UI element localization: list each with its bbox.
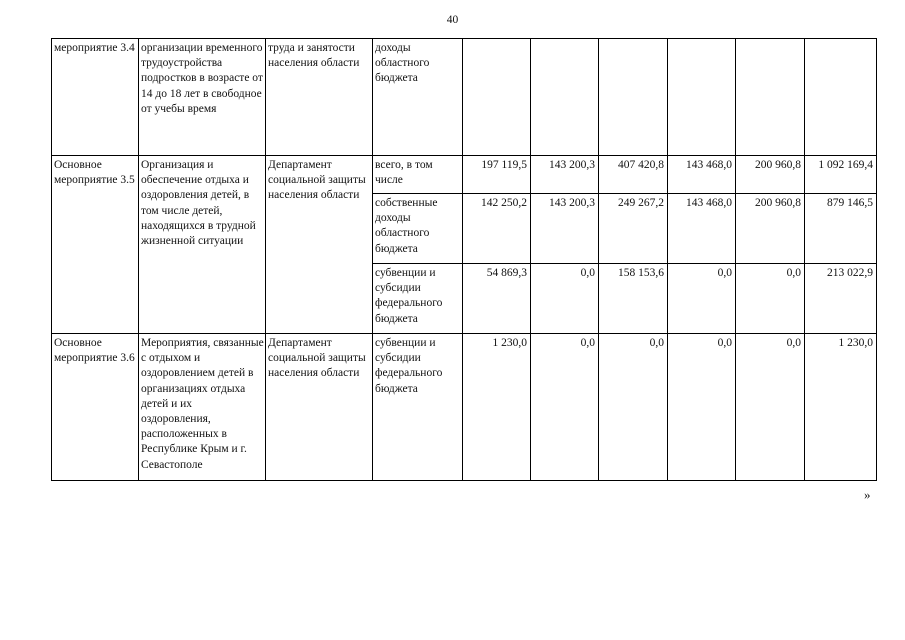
value-cell <box>736 39 805 156</box>
value-cell: 879 146,5 <box>805 194 877 264</box>
executor-cell: Департамент социальной защиты населения области <box>266 334 373 481</box>
value-cell: 0,0 <box>736 264 805 334</box>
value-cell: 0,0 <box>531 334 599 481</box>
value-cell: 1 092 169,4 <box>805 156 877 194</box>
event-cell: Основное мероприятие 3.6 <box>52 334 139 481</box>
source-cell: субвенции и субсидии федерального бюджета <box>373 334 463 481</box>
value-cell: 200 960,8 <box>736 156 805 194</box>
closing-quote-mark: » <box>864 487 871 502</box>
value-cell: 143 200,3 <box>531 156 599 194</box>
value-cell: 213 022,9 <box>805 264 877 334</box>
value-cell <box>805 39 877 156</box>
budget-table <box>51 38 877 481</box>
description-cell: Мероприятия, связанные с отдыхом и оздоровлением детей в организациях отдыха детей и их оздоровления, расположенных в Республике Крым и г. Севастополе <box>139 334 266 481</box>
value-cell: 142 250,2 <box>463 194 531 264</box>
executor-cell: Департамент социальной защиты населения области <box>266 156 373 334</box>
value-cell: 143 468,0 <box>668 194 736 264</box>
page-number: 40 <box>446 14 459 26</box>
value-cell <box>531 39 599 156</box>
source-cell: всего, в том числе <box>373 156 463 194</box>
source-cell: доходы областного бюджета <box>373 39 463 156</box>
table-row-3-5-total <box>52 156 877 194</box>
value-cell: 0,0 <box>531 264 599 334</box>
value-cell: 54 869,3 <box>463 264 531 334</box>
value-cell <box>463 39 531 156</box>
value-cell: 249 267,2 <box>599 194 668 264</box>
value-cell: 407 420,8 <box>599 156 668 194</box>
value-cell: 143 468,0 <box>668 156 736 194</box>
source-cell: субвенции и субсидии федерального бюджета <box>373 264 463 334</box>
value-cell <box>668 39 736 156</box>
description-cell: организации временного трудоустройства подростков в возрасте от 14 до 18 лет в свободное от учебы время <box>139 39 266 156</box>
value-cell: 0,0 <box>599 334 668 481</box>
value-cell: 0,0 <box>668 264 736 334</box>
event-cell: Основное мероприятие 3.5 <box>52 156 139 334</box>
value-cell: 0,0 <box>736 334 805 481</box>
value-cell: 197 119,5 <box>463 156 531 194</box>
source-cell: собственные доходы областного бюджета <box>373 194 463 264</box>
value-cell <box>599 39 668 156</box>
value-cell: 158 153,6 <box>599 264 668 334</box>
executor-cell: труда и занятости населения области <box>266 39 373 156</box>
value-cell: 1 230,0 <box>463 334 531 481</box>
table-row-3-6 <box>52 334 877 481</box>
value-cell: 1 230,0 <box>805 334 877 481</box>
description-cell: Организация и обеспечение отдыха и оздоровления детей, в том числе детей, находящихся в трудной жизненной ситуации <box>139 156 266 334</box>
value-cell: 143 200,3 <box>531 194 599 264</box>
value-cell: 200 960,8 <box>736 194 805 264</box>
value-cell: 0,0 <box>668 334 736 481</box>
table-row-3-4 <box>52 39 877 156</box>
event-cell: мероприятие 3.4 <box>52 39 139 156</box>
